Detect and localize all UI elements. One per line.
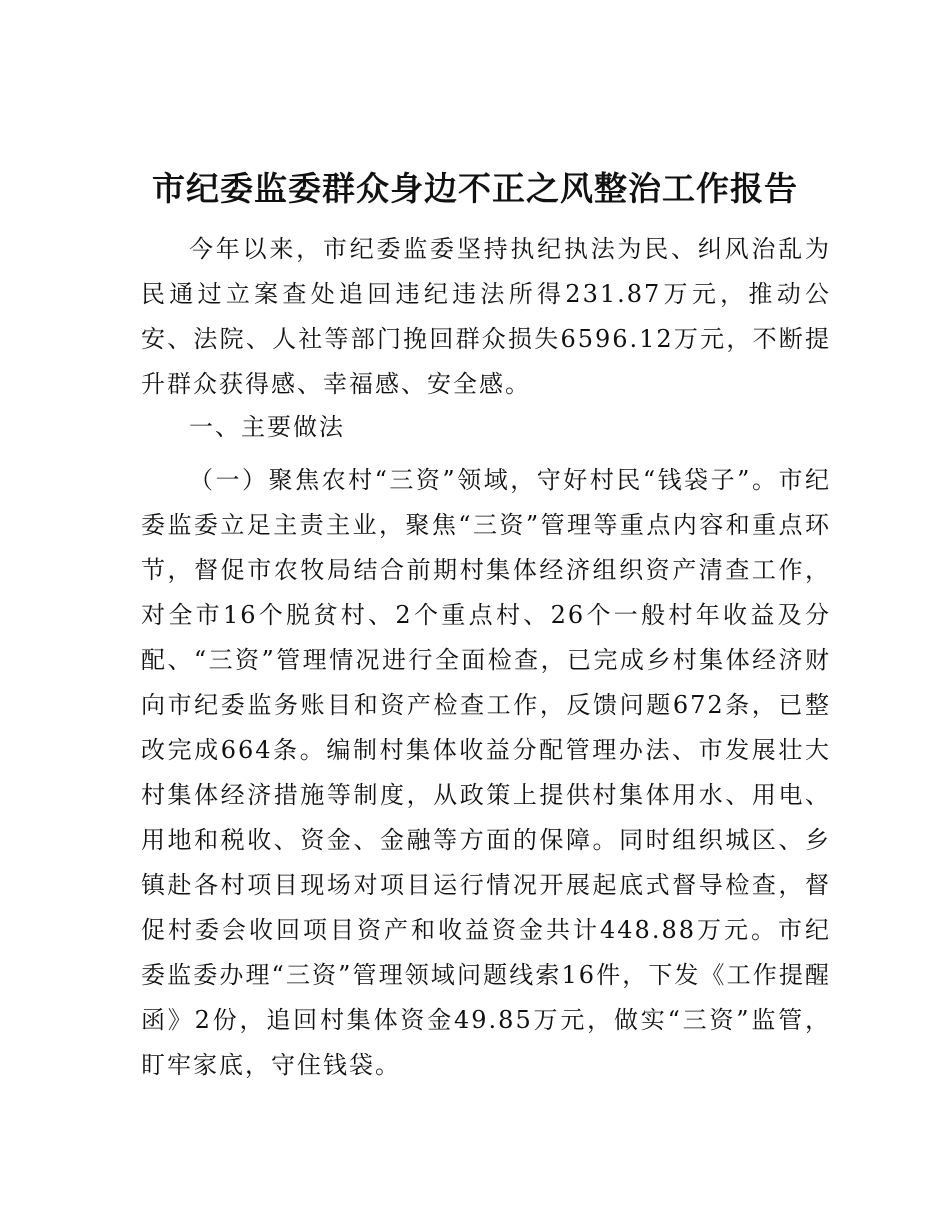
section-1-paragraph: （一）聚焦农村“三资”领域，守好村民“钱袋子”。市纪委监委立足主责主业，聚焦“三资”管理等重点内容和重点环节，督促市农牧局结合前期村集体经济组织资产清查工作，对全市16个脱贫村、2个重点村、26个一般村年收益及分配、“三资”管理情况进行全面检查，已完成乡村集体经济财向市纪委监务账目和资产检查工作，反馈问题672条，已整改完成664条。编制村集体收益分配管理办法、市发展壮大村集体经济措施等制度，从政策上提供村集体用水、用电、用地和税收、资金、金融等方面的保障。同时组织城区、乡镇赴各村项目现场对项目运行情况开展起底式督导检查，督促村委会收回项目资产和收益资金共计448.88万元。市纪委监委办理“三资”管理领域问题线索16件，下发《工作提醒函》2份，追回村集体资金49.85万元，做实“三资”监管，盯牢家底，守住钱袋。 <box>141 466 831 1079</box>
intro-paragraph: 今年以来，市纪委监委坚持执纪执法为民、纠风治乱为民通过立案查处追回违纪违法所得231.87万元，推动公安、法院、人社等部门挽回群众损失6596.12万元，不断提升群众获得感、幸福感、安全感。 <box>141 235 831 398</box>
section-heading: 一、主要做法 <box>189 413 345 441</box>
document-title: 市纪委监委群众身边不正之风整治工作报告 <box>152 169 798 208</box>
